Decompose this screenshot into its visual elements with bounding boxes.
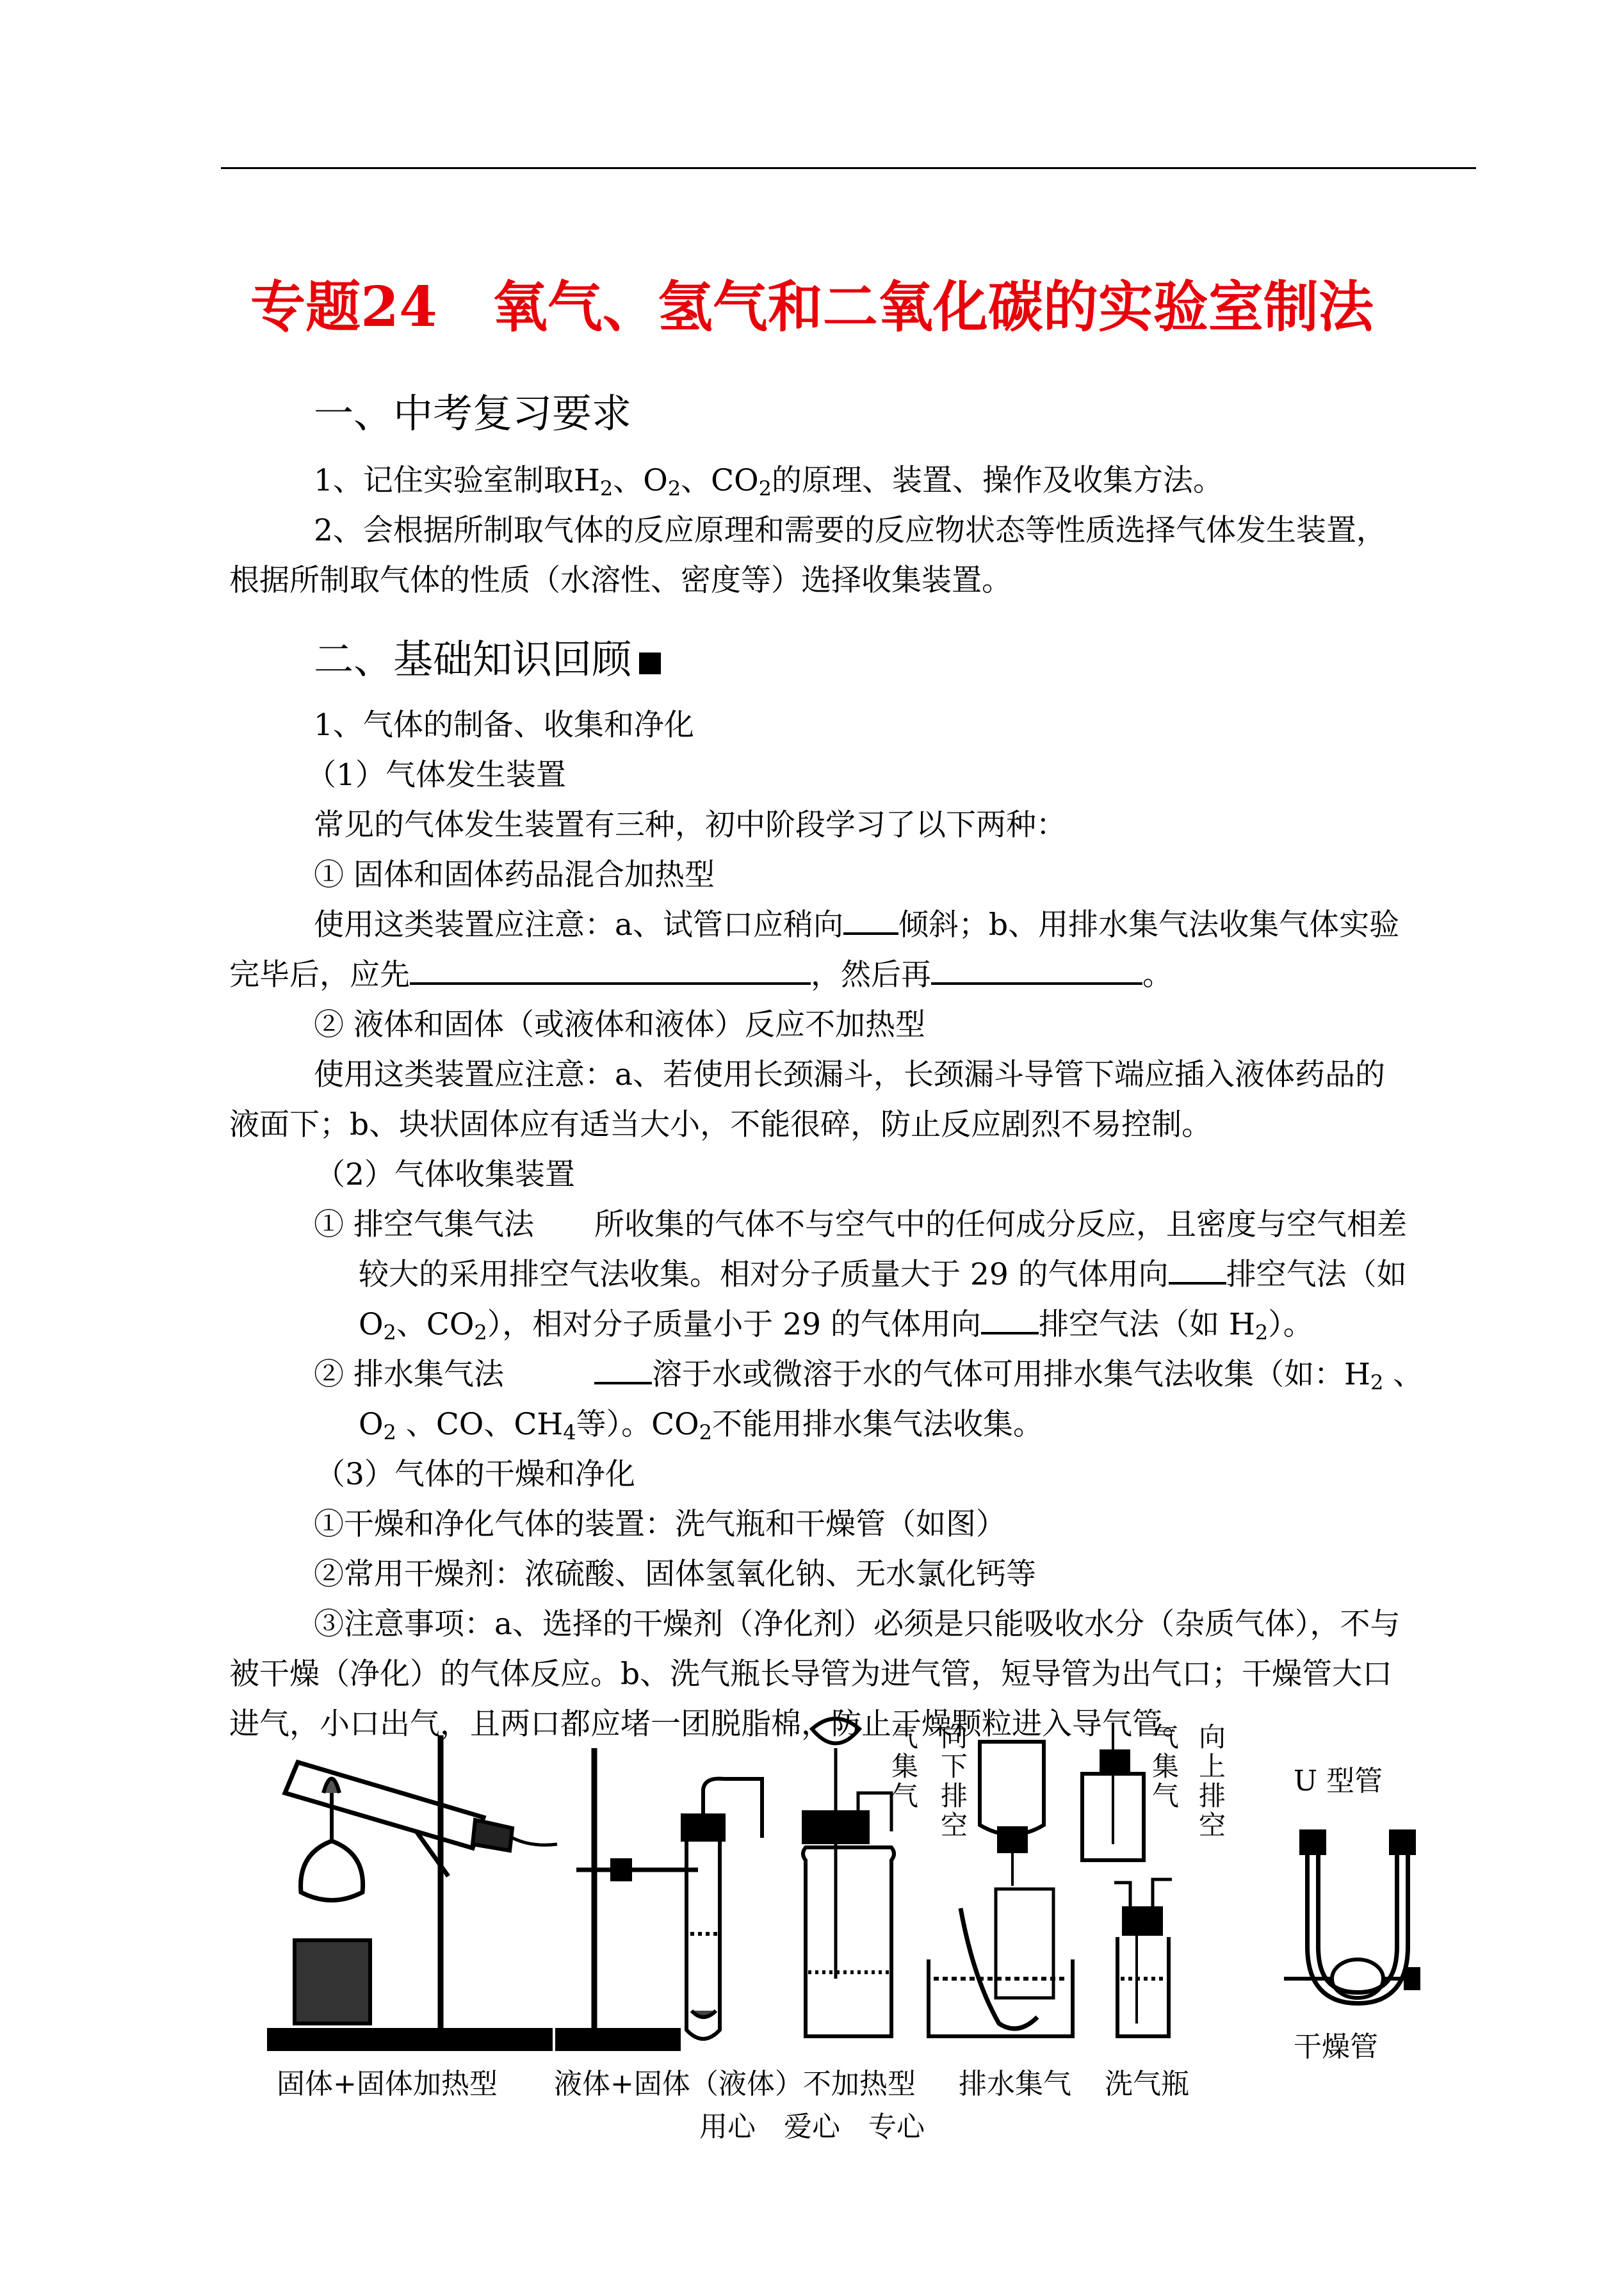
label-upward-air: 向上排空	[1195, 1723, 1226, 1840]
section1-heading: 一、中考复习要求	[314, 390, 632, 437]
collect-1-line3: $O_2$、$CO_2$），相对分子质量小于 29 的气体用向 排空气法（如 $H_2$）。	[359, 1307, 1313, 1345]
subsection-1-3: （3）气体的干燥和净化	[315, 1457, 635, 1492]
collect-1-line1: ① 排空气集气法 所收集的气体不与空气中的任何成分反应，且密度与空气相差	[314, 1207, 1407, 1242]
section2-heading: 二、基础知识回顾	[314, 628, 661, 685]
dry-point-3-line1: ③注意事项：a、选择的干燥剂（净化剂）必须是只能吸收水分（杂质气体），不与	[314, 1607, 1401, 1642]
downward-air-jar-drawing	[980, 1742, 1044, 1886]
dry-point-3-line2: 被干燥（净化）的气体反应。b、洗气瓶长导管为进气管，短导管为出气口；干燥管大口	[229, 1657, 1393, 1692]
subsection-1-2: （2）气体收集装置	[315, 1157, 575, 1192]
u-tube-drawing	[1301, 1831, 1414, 1998]
collect-1-line2: 较大的采用排空气法收集。相对分子质量大于 29 的气体用向 排空气法（如	[359, 1257, 1407, 1292]
note-2-line2: 液面下；b、块状固体应有适当大小，不能很碎，防止反应剧烈不易控制。	[229, 1107, 1212, 1142]
requirement-1: 1、记住实验室制取$H_2$、$O_2$、$CO_2$的原理、装置、操作及收集方法。	[314, 463, 1224, 501]
dry-point-2: ②常用干燥剂：浓硫酸、固体氢氧化钠、无水氯化钙等	[314, 1557, 1036, 1592]
note-1-line1: 使用这类装置应注意：a、试管口应稍向 倾斜；b、用排水集气法收集气体实验	[314, 907, 1400, 943]
caption-solid-heating: 固体+固体加热型	[277, 2068, 498, 2100]
funnel-bottle-drawing	[803, 1719, 894, 2036]
intro-text: 常见的气体发生装置有三种，初中阶段学习了以下两种：	[314, 807, 1066, 843]
subsection-1: 1、气体的制备、收集和净化	[314, 708, 694, 743]
subsection-1-1: （1）气体发生装置	[306, 758, 566, 793]
label-drying-tube: 干燥管	[1294, 2031, 1378, 2063]
dry-point-3-line3: 进气，小口出气，且两口都应堵一团脱脂棉，防止干燥颗粒进入导气管。	[229, 1707, 1192, 1742]
label-gas-collect-down: 气集气	[888, 1723, 919, 1811]
label-downward-air: 向下排空	[937, 1723, 968, 1840]
no-heating-apparatus-drawing	[557, 1748, 762, 2049]
type-1: ① 固体和固体药品混合加热型	[314, 857, 715, 893]
page-footer: 用心 爱心 专心	[699, 2111, 925, 2143]
water-collection-drawing	[929, 1889, 1073, 2036]
collect-2-line1: ② 排水集气法 溶于水或微溶于水的气体可用排水集气法收集（如：$H_2$ 、	[314, 1357, 1424, 1395]
note-2-line1: 使用这类装置应注意：a、若使用长颈漏斗，长颈漏斗导管下端应插入液体药品的	[314, 1057, 1386, 1092]
type-2: ② 液体和固体（或液体和液体）反应不加热型	[314, 1007, 925, 1042]
dry-point-1: ①干燥和净化气体的装置：洗气瓶和干燥管（如图）	[314, 1507, 1006, 1542]
collect-2-line2: $O_2$ 、CO、$CH_4$等）。$CO_2$不能用排水集气法收集。	[359, 1407, 1044, 1445]
note-1-line2: 完毕后，应先 ，然后再 。	[229, 957, 1173, 993]
label-gas-collect-up: 气集气	[1148, 1723, 1180, 1811]
caption-water-collection: 排水集气	[959, 2068, 1071, 2100]
requirement-2-line1: 2、会根据所制取气体的反应原理和需要的反应物状态等性质选择气体发生装置，	[314, 513, 1386, 548]
requirement-2-line2: 根据所制取气体的性质（水溶性、密度等）选择收集装置。	[229, 563, 1012, 598]
upward-air-jar-drawing	[1082, 1723, 1144, 1860]
label-u-tube: U 型管	[1294, 1765, 1383, 1797]
page-title: 专题24 氧气、氢气和二氧化碳的实验室制法	[250, 275, 1374, 339]
caption-wash-bottle: 洗气瓶	[1105, 2068, 1189, 2100]
caption-liquid-no-heating: 液体+固体（液体）不加热型	[554, 2068, 916, 2100]
wash-bottle-drawing	[1114, 1879, 1172, 2036]
heating-apparatus-drawing	[269, 1735, 557, 2049]
